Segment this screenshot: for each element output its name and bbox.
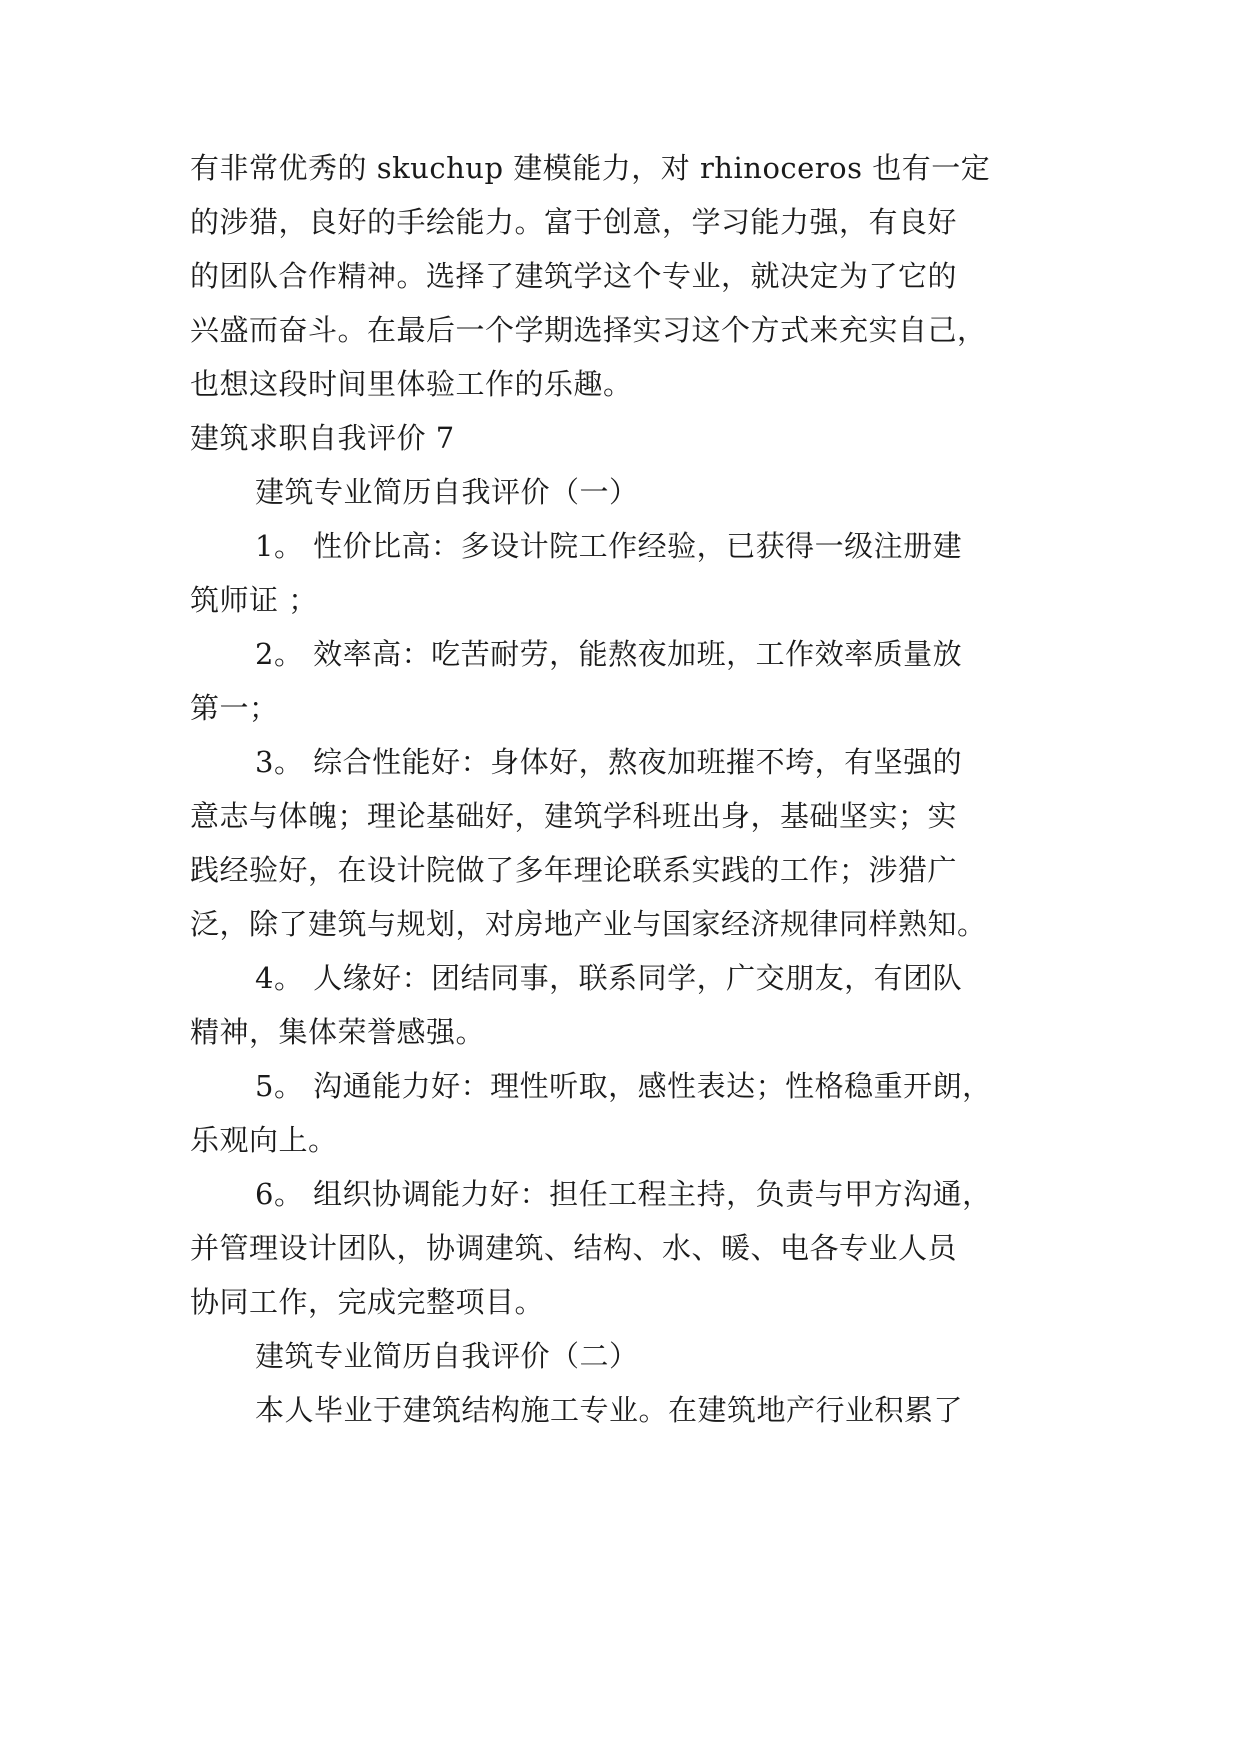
list-item-text: 3。 综合性能好：身体好，熬夜加班摧不垮，有坚强的: [255, 745, 963, 779]
body-text-line: 的涉猎，良好的手绘能力。富于创意，学习能力强，有良好: [190, 205, 958, 239]
body-text-line: 乐观向上。: [190, 1123, 338, 1157]
body-text-line: 精神，集体荣誉感强。: [190, 1015, 486, 1049]
list-item-text: 5。 沟通能力好：理性听取，感性表达；性格稳重开朗，: [255, 1069, 992, 1103]
section-heading: 建筑求职自我评价 7: [190, 421, 455, 455]
list-item-text: 6。 组织协调能力好：担任工程主持，负责与甲方沟通，: [255, 1177, 992, 1211]
body-text-line: 也想这段时间里体验工作的乐趣。: [190, 367, 633, 401]
subsection-heading: 建筑专业简历自我评价（一）: [255, 475, 639, 509]
body-text-line: 泛，除了建筑与规划，对房地产业与国家经济规律同样熟知。: [190, 907, 987, 941]
list-item-text: 1。 性价比高：多设计院工作经验，已获得一级注册建: [255, 529, 963, 563]
body-text-line: 筑师证 ；: [190, 583, 318, 617]
body-text-line: 践经验好，在设计院做了多年理论联系实践的工作；涉猎广: [190, 853, 958, 887]
subsection-heading: 建筑专业简历自我评价（二）: [255, 1339, 639, 1373]
list-item-text: 4。 人缘好：团结同事，联系同学，广交朋友，有团队: [255, 961, 963, 995]
body-text-line: 兴盛而奋斗。在最后一个学期选择实习这个方式来充实自己，: [190, 313, 987, 347]
body-text-line: 意志与体魄；理论基础好，建筑学科班出身，基础坚实；实: [190, 799, 958, 833]
body-text-line: 第一；: [190, 691, 279, 725]
list-item-text: 2。 效率高：吃苦耐劳，能熬夜加班，工作效率质量放: [255, 637, 963, 671]
body-text-line: 有非常优秀的 skuchup 建模能力，对 rhinoceros 也有一定: [190, 151, 991, 185]
body-text-line: 并管理设计团队，协调建筑、结构、水、暖、电各专业人员: [190, 1231, 958, 1265]
body-text-line: 本人毕业于建筑结构施工专业。在建筑地产行业积累了: [255, 1393, 964, 1427]
body-text-line: 协同工作，完成完整项目。: [190, 1285, 545, 1319]
body-text-line: 的团队合作精神。选择了建筑学这个专业，就决定为了它的: [190, 259, 958, 293]
